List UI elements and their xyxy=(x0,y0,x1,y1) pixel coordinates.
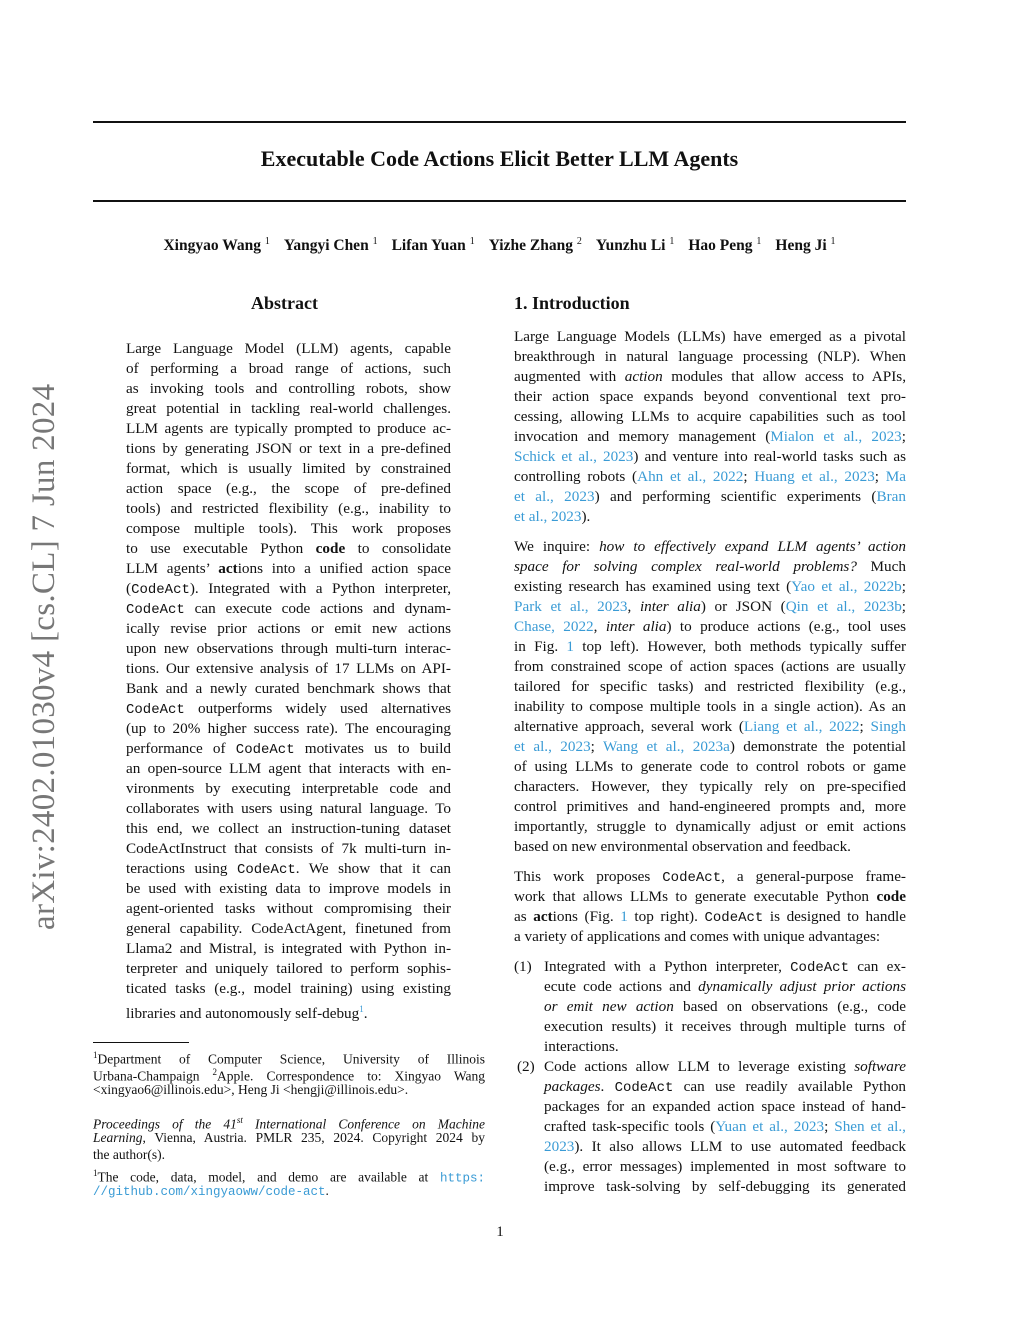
text-line xyxy=(514,757,906,777)
text-run: ). It also allows LLM to use automated feedback xyxy=(574,1138,906,1155)
text-run: Urbana-Champaign xyxy=(93,1068,213,1084)
citation-link[interactable]: Schick et al., 2023 xyxy=(514,448,634,465)
text-run: general capability. CodeActAgent, finetuned from xyxy=(126,920,451,937)
text-line xyxy=(514,617,906,637)
text-line xyxy=(514,327,906,347)
text-run: alternative approach, several work ( xyxy=(514,718,744,735)
text-run: characters. However, they typically rely on pre-specified xyxy=(514,778,906,795)
text-line xyxy=(126,679,451,699)
text-run: ) and venture into real-world tasks such as xyxy=(633,448,906,465)
text-run: Bank and a newly curated benchmark shows that xyxy=(126,680,451,697)
text-run: Integrated with a Python interpreter, xyxy=(544,958,791,975)
text-run: performance of xyxy=(126,740,236,757)
text-line xyxy=(93,1129,485,1146)
citation-link[interactable]: Yao et al., 2022b xyxy=(791,578,902,595)
text-line xyxy=(126,999,451,1023)
affiliation-footnote xyxy=(93,1047,485,1098)
text-line xyxy=(126,379,451,399)
text-run: motivates us to build xyxy=(294,740,452,757)
text-run: This work proposes xyxy=(514,868,663,885)
text-run: can ex- xyxy=(848,958,906,975)
text-line xyxy=(514,387,906,407)
text-line xyxy=(514,657,906,677)
text-run: ) demonstrate the potential xyxy=(729,738,906,755)
text-run: CodeActInstruct that consists of 7k multi-turn in- xyxy=(126,840,451,857)
text-line xyxy=(126,339,451,359)
inline-code: CodeAct xyxy=(704,910,764,926)
text-line xyxy=(126,939,451,959)
text-line xyxy=(126,359,451,379)
text-line xyxy=(514,817,906,837)
footnote-rule xyxy=(93,1042,189,1043)
citation-link[interactable]: Shen et al., xyxy=(834,1118,906,1135)
text-run: Large Language Model (LLM) agents, capable xyxy=(126,340,451,357)
citation-link[interactable]: Chase, 2022 xyxy=(514,618,594,635)
text-run: format, which is usually limited by constrained xyxy=(126,460,451,477)
text-line xyxy=(126,839,451,859)
citation-link[interactable]: et al., 2023 xyxy=(514,508,582,525)
text-run: outperforms widely used alternatives xyxy=(184,700,451,717)
inline-code: CodeAct xyxy=(126,702,185,718)
text-run: (e.g., error messages) implemented in most software to xyxy=(544,1158,906,1175)
author-affiliation-mark: 1 xyxy=(469,236,475,247)
citation-link[interactable]: et al., 2023 xyxy=(514,488,595,505)
citation-link[interactable]: Liang et al., 2022 xyxy=(743,718,860,735)
text-line xyxy=(514,737,906,757)
text-line xyxy=(544,957,906,977)
italic-text: inter alia xyxy=(639,598,701,615)
inline-code: CodeAct xyxy=(236,862,296,878)
bold-text: code xyxy=(876,888,906,905)
text-line xyxy=(126,519,451,539)
text-run: improve task-solving by self-debugging its generated xyxy=(544,1178,906,1195)
text-line xyxy=(544,997,906,1017)
author-name: Hao Peng xyxy=(688,237,753,255)
introduction-heading: 1. Introduction xyxy=(514,293,630,313)
text-line xyxy=(126,699,451,719)
footnote-marker-link[interactable]: 1 xyxy=(359,1004,364,1014)
text-run: ions (Fig. xyxy=(552,908,621,925)
text-run: top left). However, both methods typically suffer xyxy=(574,638,907,655)
text-run: LLM agents are typically prompted to produce ac- xyxy=(126,420,451,437)
citation-link[interactable]: Mialon et al., 2023 xyxy=(770,428,902,445)
inline-code: CodeAct xyxy=(235,742,295,758)
text-line xyxy=(544,1097,906,1117)
text-line xyxy=(544,1037,906,1057)
text-line xyxy=(126,919,451,939)
author xyxy=(163,237,269,254)
text-line xyxy=(514,577,906,597)
text-line xyxy=(126,479,451,499)
author-name: Lifan Yuan xyxy=(391,237,466,255)
italic-text: International Conference on Machine xyxy=(242,1116,485,1132)
title-bottom-rule xyxy=(93,200,906,202)
text-run: , Vienna, Austria. PMLR 235, 2024. Copyright 2024 by xyxy=(142,1130,485,1145)
inline-code: CodeAct xyxy=(126,602,185,618)
text-run: ; xyxy=(743,468,755,485)
text-run: . xyxy=(325,1183,329,1198)
text-run: ) and performing scientific experiments ( xyxy=(594,488,877,505)
text-run: be used with existing data to improve models in xyxy=(126,880,451,897)
text-run: Much xyxy=(856,558,906,575)
text-run: packages for an expanded action space instead of hand- xyxy=(544,1098,906,1115)
text-line xyxy=(514,367,906,387)
text-run: ecute code actions and xyxy=(544,978,699,995)
text-line xyxy=(514,347,906,367)
abstract-heading: Abstract xyxy=(251,293,318,313)
author xyxy=(596,237,675,254)
proceedings-note xyxy=(93,1112,485,1163)
text-run: top right). xyxy=(627,908,705,925)
text-run: <xingyao6@illinois.edu>, Heng Ji <hengji@illinois.edu>. xyxy=(93,1082,409,1097)
text-run: upon new observations through multi-turn interac- xyxy=(126,640,451,657)
intro-paragraph-1 xyxy=(514,327,906,527)
advantage-list-item-2 xyxy=(514,1057,906,1197)
text-run: (up to 20% higher success rate). The encouraging xyxy=(126,720,451,737)
text-line xyxy=(126,599,451,619)
text-run: in Fig. xyxy=(514,638,567,655)
text-run: execution results) it receives through multiple turns of xyxy=(544,1018,906,1035)
text-run: the author(s). xyxy=(93,1147,165,1162)
citation-link[interactable]: 1 xyxy=(566,638,575,655)
text-line xyxy=(544,977,906,997)
text-line xyxy=(544,1017,906,1037)
text-run: ticated tasks (e.g., model training) using existing xyxy=(126,980,451,997)
text-run: an open-source LLM agent that interacts with en- xyxy=(126,760,451,777)
text-run: Department of Computer Science, University of Illinois xyxy=(97,1051,485,1067)
author xyxy=(392,237,475,254)
text-run: Llama2 and Mistral, is integrated with Python in- xyxy=(126,940,451,957)
text-line xyxy=(93,1146,485,1163)
text-line xyxy=(126,959,451,979)
text-line xyxy=(514,537,906,557)
intro-paragraph-3 xyxy=(514,867,906,947)
author-name: Heng Ji xyxy=(775,237,827,255)
text-run: of performing a broad range of actions, such xyxy=(126,360,451,377)
text-line xyxy=(126,399,451,419)
text-line xyxy=(544,1117,906,1137)
text-line xyxy=(544,1057,906,1077)
text-run: invocation and memory management ( xyxy=(514,428,771,445)
text-line xyxy=(126,719,451,739)
text-line xyxy=(514,777,906,797)
text-run: Large Language Models (LLMs) have emerged as a pivotal xyxy=(514,328,906,345)
citation-link[interactable]: 2023 xyxy=(544,1138,575,1155)
text-run: existing research has examined using text ( xyxy=(514,578,792,595)
text-run: can use readily available Python xyxy=(673,1078,907,1095)
text-line xyxy=(126,819,451,839)
italic-text: software xyxy=(854,1058,906,1075)
text-line xyxy=(544,1157,906,1177)
text-line xyxy=(126,739,451,759)
text-line xyxy=(93,1112,485,1132)
citation-link[interactable]: Yuan et al., 2023 xyxy=(715,1118,825,1135)
text-run: crafted task-specific tools ( xyxy=(544,1118,716,1135)
url-link[interactable]: //github.com/xingyaoww/code-act xyxy=(93,1185,326,1199)
text-run: work that allows LLMs to generate executable Python xyxy=(514,888,877,905)
text-line xyxy=(126,779,451,799)
text-line xyxy=(514,867,906,887)
text-line xyxy=(126,559,451,579)
italic-text: inter alia xyxy=(605,618,667,635)
text-run: vironments by executing interpretable code and xyxy=(126,780,451,797)
author-name: Yizhe Zhang xyxy=(488,237,573,255)
author xyxy=(688,237,761,254)
text-run: based on observations (e.g., code xyxy=(673,998,907,1015)
citation-link[interactable]: et al., 2023 xyxy=(514,738,591,755)
inline-code: CodeAct xyxy=(614,1080,674,1096)
text-line xyxy=(126,499,451,519)
intro-paragraph-2 xyxy=(514,537,906,857)
text-run: ; xyxy=(901,578,906,595)
text-run: collaborates with users using natural language. To xyxy=(126,800,451,817)
text-run: Code actions allow LLM to leverage existing xyxy=(544,1058,855,1075)
text-run: teractions using xyxy=(126,860,237,877)
text-line xyxy=(126,619,451,639)
text-line xyxy=(126,459,451,479)
text-run: ; xyxy=(901,598,907,615)
text-run: , xyxy=(593,618,606,635)
text-line xyxy=(126,639,451,659)
url-link[interactable]: https: xyxy=(439,1171,485,1186)
top-rule-thick xyxy=(93,121,906,123)
text-run: ). Integrated with a Python interpreter, xyxy=(189,580,451,597)
superscript: 2 xyxy=(212,1067,218,1077)
text-line xyxy=(514,907,906,927)
text-run: The code, data, model, and demo are available at xyxy=(97,1169,440,1185)
text-run: from constrained scope of action spaces (actions are usually xyxy=(514,658,906,675)
author-name: Yangyi Chen xyxy=(283,237,369,255)
citation-link[interactable]: Park et al., 2023 xyxy=(514,598,628,615)
text-line xyxy=(514,677,906,697)
citation-link[interactable]: Singh xyxy=(870,718,906,735)
text-run: to consolidate xyxy=(345,540,452,557)
text-run: a variety of applications and comes with unique advantages: xyxy=(514,928,881,945)
text-line xyxy=(544,1177,906,1197)
text-line xyxy=(514,717,906,737)
citation-link[interactable]: Qin et al., 2023b xyxy=(785,598,902,615)
text-run: LLM agents’ xyxy=(126,560,219,577)
text-line xyxy=(544,1077,906,1097)
author xyxy=(284,237,378,254)
text-line xyxy=(93,1165,485,1186)
text-run: Apple. Correspondence to: Xingyao Wang xyxy=(217,1068,485,1084)
text-run: control primitives and hand-engineered prompts and, more xyxy=(514,798,906,815)
text-run: based on new environmental observation and feedback. xyxy=(514,838,851,855)
list-number: (1) xyxy=(514,958,532,975)
author-name: Xingyao Wang xyxy=(163,237,261,255)
italic-text: Proceedings of the xyxy=(93,1116,224,1132)
list-body xyxy=(544,1057,906,1197)
text-run: this end, we collect an instruction-tuning dataset xyxy=(126,820,451,837)
author-affiliation-mark: 2 xyxy=(576,236,582,247)
citation-link[interactable]: 1 xyxy=(620,908,628,925)
text-line xyxy=(514,837,906,857)
text-run: interactions. xyxy=(544,1038,619,1055)
text-run: ions into a unified action space xyxy=(237,560,451,577)
text-run: breakthrough in natural language processing (NLP). When xyxy=(514,348,906,365)
text-line xyxy=(514,597,906,617)
text-line xyxy=(514,467,906,487)
text-line xyxy=(126,759,451,779)
text-run: modules that allow access to APIs, xyxy=(662,368,906,385)
text-run: terpreter and uniquely tailored to perform sophis- xyxy=(126,960,451,977)
text-run: . We show that it can xyxy=(295,860,451,877)
citation-link[interactable]: Ma xyxy=(885,468,906,485)
bold-text: act xyxy=(533,908,553,925)
arxiv-identifier: arXiv:2402.01030v4 [cs.CL] 7 Jun 2024 xyxy=(26,383,62,930)
text-line xyxy=(514,427,906,447)
text-line xyxy=(514,887,906,907)
text-run: augmented with xyxy=(514,368,625,385)
author-affiliation-mark: 1 xyxy=(669,236,675,247)
text-run: tools) and restricted flexibility (e.g., inability to xyxy=(126,500,451,517)
text-run: controlling robots ( xyxy=(514,468,638,485)
text-run: ; xyxy=(590,738,604,755)
citation-link[interactable]: Huang et al., 2023 xyxy=(754,468,875,485)
inline-code: CodeAct xyxy=(131,582,190,598)
author-list xyxy=(93,236,906,255)
text-run: , a general-purpose frame- xyxy=(721,868,906,885)
text-run: ( xyxy=(126,580,132,597)
text-run: ; xyxy=(824,1118,835,1135)
citation-link[interactable]: Ahn et al., 2022 xyxy=(637,468,744,485)
text-run: can execute code actions and dynam- xyxy=(184,600,451,617)
italic-text: 41 xyxy=(223,1116,237,1132)
italic-text: Learning xyxy=(93,1130,143,1145)
text-line xyxy=(126,419,451,439)
text-run: great potential in tackling real-world challenges. xyxy=(126,400,451,417)
text-line xyxy=(126,979,451,999)
text-run: importantly, struggle to dynamically adjust or emit actions xyxy=(514,818,906,835)
citation-link[interactable]: Bran xyxy=(876,488,906,505)
text-line xyxy=(514,447,906,467)
superscript: 1 xyxy=(93,1168,98,1178)
text-run: of using LLMs to generate code to control robots or game xyxy=(514,758,906,775)
text-line xyxy=(126,859,451,879)
text-run: to use executable Python xyxy=(126,540,316,557)
text-run: ; xyxy=(874,468,886,485)
text-run: compose multiple tools). This work proposes xyxy=(126,520,451,537)
text-run: . xyxy=(363,1005,368,1023)
text-run: agent-oriented tasks without compromising their xyxy=(126,900,451,917)
text-line xyxy=(126,799,451,819)
text-line xyxy=(514,507,906,527)
text-line xyxy=(126,439,451,459)
bold-text: code xyxy=(315,540,346,557)
italic-text: how to effectively expand LLM agents’ action xyxy=(599,538,906,555)
text-run: ically revise prior actions or emit new actions xyxy=(126,620,451,637)
text-run: ; xyxy=(859,718,871,735)
text-run: We inquire: xyxy=(514,538,600,555)
page-number: 1 xyxy=(496,1224,504,1240)
italic-text: packages xyxy=(544,1078,601,1095)
text-run: libraries and autonomously self-debug xyxy=(126,1005,360,1023)
abstract-body xyxy=(126,339,452,1023)
citation-link[interactable]: Wang et al., 2023a xyxy=(603,738,730,755)
list-number: (2) xyxy=(517,1058,535,1075)
text-run: cessing, allowing LLMs to acquire capabilities such as tool xyxy=(514,408,906,425)
text-line xyxy=(93,1047,485,1067)
text-line xyxy=(514,407,906,427)
bold-text: act xyxy=(218,560,238,577)
paper-title: Executable Code Actions Elicit Better LLM Agents xyxy=(260,146,739,171)
superscript: st xyxy=(236,1115,243,1125)
text-run: tailored for specific tasks) and restricted flexibility (e.g., xyxy=(514,678,906,695)
text-line xyxy=(514,927,906,947)
text-line xyxy=(93,1064,485,1084)
text-run: as xyxy=(514,908,534,925)
text-line xyxy=(126,899,451,919)
advantage-list-item-1 xyxy=(514,957,906,1057)
italic-text: dynamically adjust prior actions xyxy=(698,978,906,995)
author-affiliation-mark: 1 xyxy=(372,236,378,247)
text-line xyxy=(514,637,906,657)
text-run: tions. Our extensive analysis of 17 LLMs on API- xyxy=(126,660,451,677)
text-line xyxy=(126,879,451,899)
author xyxy=(775,237,835,254)
text-run: , xyxy=(627,598,640,615)
text-run: ). xyxy=(581,508,591,525)
text-run: ; xyxy=(901,428,906,445)
text-line xyxy=(514,697,906,717)
text-run: ) to produce actions (e.g., tool uses xyxy=(666,618,906,635)
inline-code: CodeAct xyxy=(790,960,849,976)
inline-code: CodeAct xyxy=(662,870,722,886)
text-run: inability to compose multiple tools in a single action). As an xyxy=(514,698,906,715)
text-line xyxy=(514,487,906,507)
author xyxy=(489,237,582,254)
text-run: tions by generating JSON or text in a pre-defined xyxy=(126,440,451,457)
list-body xyxy=(544,957,906,1057)
text-run: . xyxy=(600,1078,615,1095)
text-run: action space (e.g., the scope of pre-defined xyxy=(126,480,451,497)
text-run: ) or JSON ( xyxy=(700,598,786,615)
author-name: Yunzhu Li xyxy=(595,237,666,255)
text-run: their action space expands beyond conventional text pro- xyxy=(514,388,906,405)
italic-text: action xyxy=(624,368,663,385)
text-line xyxy=(514,557,906,577)
text-line xyxy=(126,579,451,599)
superscript: 1 xyxy=(93,1050,98,1060)
author-affiliation-mark: 1 xyxy=(830,236,836,247)
italic-text: space for solving complex real-world problems? xyxy=(514,558,857,575)
text-line xyxy=(126,659,451,679)
text-run: is designed to handle xyxy=(763,908,906,925)
text-run: as invoking tools and controlling robots, show xyxy=(126,380,451,397)
italic-text: or emit new action xyxy=(544,998,674,1015)
text-line xyxy=(126,539,451,559)
text-line xyxy=(514,797,906,817)
text-line xyxy=(544,1137,906,1157)
author-affiliation-mark: 1 xyxy=(756,236,762,247)
code-availability-footnote xyxy=(93,1165,485,1199)
author-affiliation-mark: 1 xyxy=(264,236,270,247)
